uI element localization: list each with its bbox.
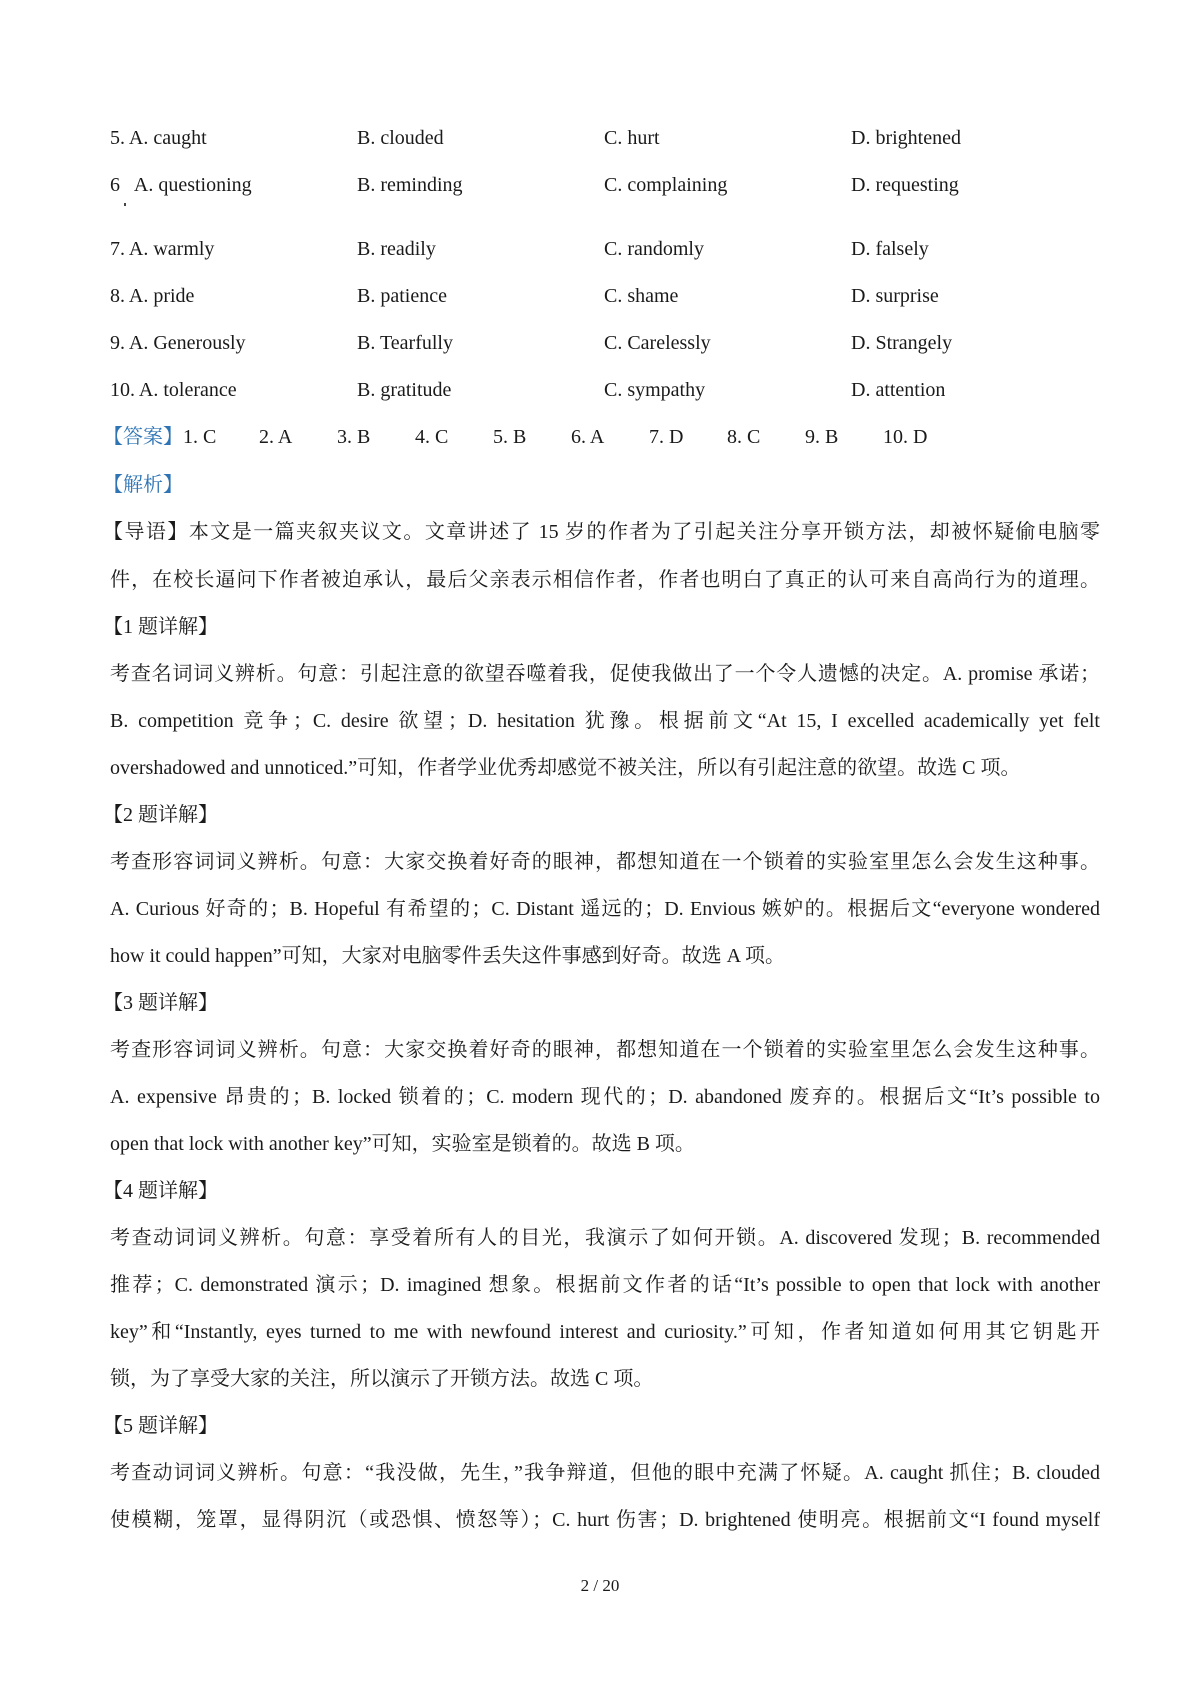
answer-item: 5. B [493,426,527,448]
option-row-7 [110,234,1100,264]
option-b: B. clouded [357,127,444,149]
option-b: B. readily [357,238,436,260]
section-heading-3: 【3 题详解】 [103,992,218,1014]
option-a: 9. A. Generously [110,332,246,354]
intro-line: 【导语】本文是一篇夹叙夹议文。文章讲述了 15 岁的作者为了引起关注分享开锁方法，却被怀疑偷电脑零 [103,521,1100,543]
option-row-10 [110,375,1100,405]
answer-item: 9. B [805,426,839,448]
option-c: C. randomly [604,238,704,260]
section-line: open that lock with another key”可知，实验室是锁着的。故选 B 项。 [110,1133,695,1155]
stray-mark [124,203,126,206]
option-c: C. shame [604,285,679,307]
section-line: 考查动词词义辨析。句意：“我没做，先生，”我争辩道，但他的眼中充满了怀疑。A. caught 抓住；B. clouded [110,1462,1100,1484]
section-line: 使模糊，笼罩，显得阴沉（或恐惧、愤怒等）；C. hurt 伤害；D. brightened 使明亮。根据前文“I found myself [110,1509,1100,1531]
option-d: D. requesting [851,174,959,196]
section-heading-5: 【5 题详解】 [103,1415,218,1437]
page-number: 2 / 20 [580,1576,620,1595]
option-a: 10. A. tolerance [110,379,237,401]
answer-item: 3. B [337,426,371,448]
intro-line: 件，在校长逼问下作者被迫承认，最后父亲表示相信作者，作者也明白了真正的认可来自高尚行为的道理。 [110,569,1100,591]
answer-key [103,422,1093,452]
option-b: B. patience [357,285,447,307]
answer-item: 7. D [649,426,684,448]
option-c: C. Carelessly [604,332,711,354]
section-line: overshadowed and unnoticed.”可知，作者学业优秀却感觉不被关注，所以有引起注意的欲望。故选 C 项。 [110,757,1021,779]
section-line: how it could happen”可知，大家对电脑零件丢失这件事感到好奇。故选 A 项。 [110,945,785,967]
answer-item: 4. C [415,426,449,448]
option-d: D. Strangely [851,332,953,354]
answer-item: 2. A [259,426,293,448]
section-line: 考查形容词词义辨析。句意：大家交换着好奇的眼神，都想知道在一个锁着的实验室里怎么会发生这种事。 [110,1039,1100,1061]
option-row-5 [110,123,1100,153]
option-row-6 [110,170,1100,200]
section-line: key”和“Instantly, eyes turned to me with newfound interest and curiosity.”可知，作者知道如何用其它钥匙开 [110,1321,1100,1343]
section-line: 推荐；C. demonstrated 演示；D. imagined 想象。根据前文作者的话“It’s possible to open that lock with another [110,1274,1100,1296]
section-heading-2: 【2 题详解】 [103,804,218,826]
section-heading-1: 【1 题详解】 [103,616,218,638]
option-d: D. brightened [851,127,961,149]
section-line: A. expensive 昂贵的；B. locked 锁着的；C. modern 现代的；D. abandoned 废弃的。根据后文“It’s possible to [110,1086,1100,1108]
option-a: 8. A. pride [110,285,195,307]
section-heading-4: 【4 题详解】 [103,1180,218,1202]
analysis-heading: 【解析】 [103,474,183,496]
section-line: 考查动词词义辨析。句意：享受着所有人的目光，我演示了如何开锁。A. discovered 发现；B. recommended [110,1227,1100,1249]
option-c: C. sympathy [604,379,706,401]
section-line: 考查形容词词义辨析。句意：大家交换着好奇的眼神，都想知道在一个锁着的实验室里怎么会发生这种事。 [110,851,1100,873]
answer-item: 6. A [571,426,605,448]
option-a: 6 A. questioning [110,174,252,196]
option-row-8 [110,281,1100,311]
option-a: 7. A. warmly [110,238,215,260]
option-a: 5. A. caught [110,127,207,149]
option-c: C. hurt [604,127,660,149]
answer-item: 10. D [883,426,928,448]
section-line: 考查名词词义辨析。句意：引起注意的欲望吞噬着我，促使我做出了一个令人遗憾的决定。A. promise 承诺； [110,663,1100,685]
section-line: A. Curious 好奇的；B. Hopeful 有希望的；C. Distant 遥远的；D. Envious 嫉妒的。根据后文“everyone wondered [110,898,1100,920]
option-d: D. surprise [851,285,939,307]
option-d: D. attention [851,379,946,401]
section-line: 锁，为了享受大家的关注，所以演示了开锁方法。故选 C 项。 [110,1368,654,1390]
option-b: B. gratitude [357,379,452,401]
section-line: B. competition 竞争；C. desire 欲望；D. hesitation 犹豫。根据前文“At 15, I excelled academically yet felt [110,710,1100,732]
option-b: B. Tearfully [357,332,453,354]
option-d: D. falsely [851,238,929,260]
answer-label: 【答案】 [103,426,183,448]
option-c: C. complaining [604,174,728,196]
answer-item: 1. C [183,426,217,448]
option-b: B. reminding [357,174,463,196]
option-row-9 [110,328,1100,358]
answer-item: 8. C [727,426,761,448]
